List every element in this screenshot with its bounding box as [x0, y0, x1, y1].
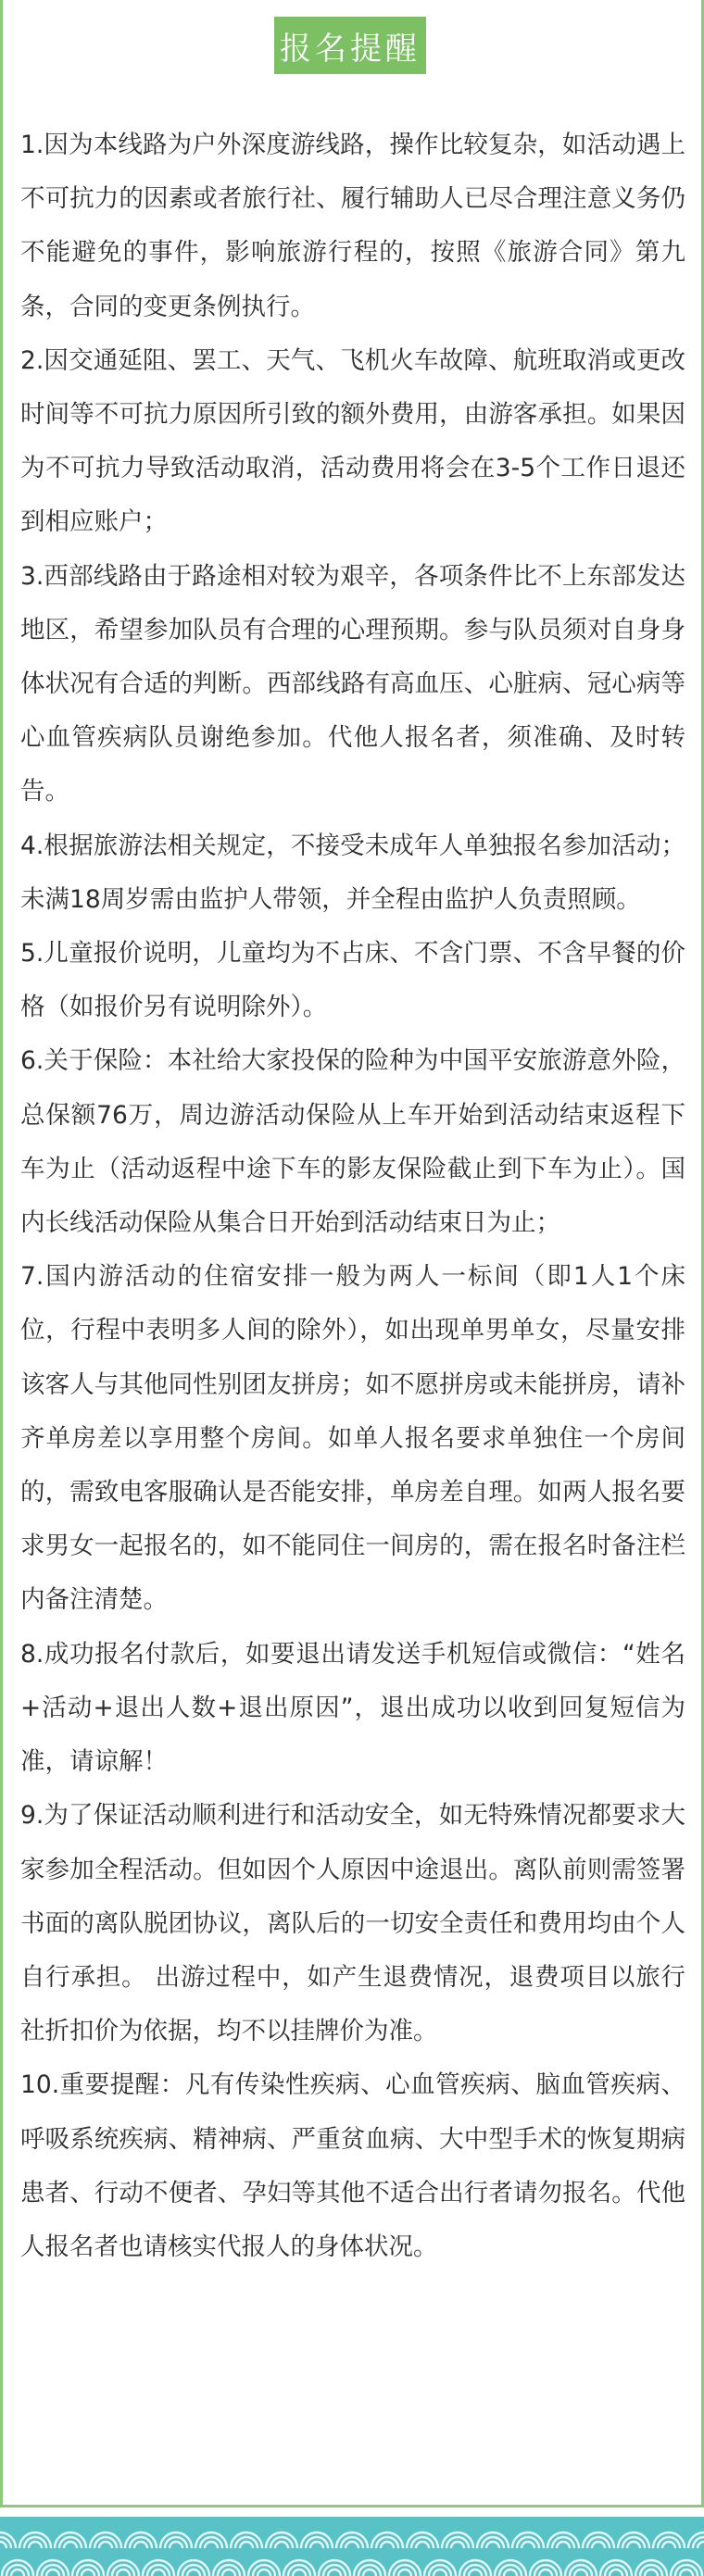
notice-title: 报名提醒 [274, 17, 426, 74]
notice-item-3: 3.西部线路由于路途相对较为艰辛，各项条件比不上东部发达地区，希望参加队员有合理的心理预期。参与队员须对自身身体状况有合适的判断。西部线路有高血压、心脏病、冠心病等心血管疾病队员谢绝参加。代他人报名者，须准确、及时转告。 [20, 561, 685, 807]
wave-pattern-icon [0, 2517, 704, 2576]
notice-item-8: 8.成功报名付款后，如要退出请发送手机短信或微信：“姓名+活动+退出人数+退出原因”，退出成功以收到回复短信为准，请谅解！ [20, 1639, 685, 1777]
notice-item-2: 2.因交通延阻、罢工、天气、飞机火车故障、航班取消或更改时间等不可抗力原因所引致的额外费用，由游客承担。如果因为不可抗力导致活动取消，活动费用将会在3-5个工作日退还到相应账户； [20, 345, 685, 537]
notice-item-6: 6.关于保险：本社给大家投保的险种为中国平安旅游意外险，总保额76万，周边游活动保险从上车开始到活动结束返程下车为止（活动返程中途下车的影友保险截止到下车为止）。国内长线活动保险从集合日开始到活动结束日为止； [20, 1046, 685, 1238]
notice-item-10: 10.重要提醒：凡有传染性疾病、心血管疾病、脑血管疾病、呼吸系统疾病、精神病、严重贫血病、大中型手术的恢复期病患者、行动不便者、孕妇等其他不适合出行者请勿报名。代他人报名者也请核实代报人的身体状况。 [20, 2070, 685, 2261]
notice-item-1: 1.因为本线路为户外深度游线路，操作比较复杂，如活动遇上不可抗力的因素或者旅行社、履行辅助人已尽合理注意义务仍不能避免的事件，影响旅游行程的，按照《旅游合同》第九条，合同的变更条例执行。 [20, 131, 685, 321]
notice-item-7: 7.国内游活动的住宿安排一般为两人一标间（即1人1个床位，行程中表明多人间的除外），如出现单男单女，尽量安排该客人与其他同性别团友拼房；如不愿拼房或未能拼房，请补齐单房差以享用整个房间。如单人报名要求单独住一个房间的，需致电客服确认是否能安排，单房差自理。如两人报名要求男女一起报名的，如不能同住一间房的，需在报名时备注栏内备注清楚。 [20, 1262, 685, 1615]
notice-item-4: 4.根据旅游法相关规定，不接受未成年人单独报名参加活动；未满18周岁需由监护人带领，并全程由监护人负责照顾。 [20, 831, 685, 914]
notice-item-9: 9.为了保证活动顺利进行和活动安全，如无特殊情况都要求大家参加全程活动。但如因个人原因中途退出。离队前则需签署书面的离队脱团协议，离队后的一切安全责任和费用均由个人自行承担。 出游过程中，如产生退费情况，退费项目以旅行社折扣价为依据，均不以挂牌价为准。 [20, 1801, 685, 2046]
notice-item-5: 5.儿童报价说明，儿童均为不占床、不含门票、不含早餐的价格（如报价另有说明除外）。 [20, 939, 685, 1022]
wave-pattern-band [0, 2517, 704, 2576]
notice-content [20, 119, 685, 2274]
